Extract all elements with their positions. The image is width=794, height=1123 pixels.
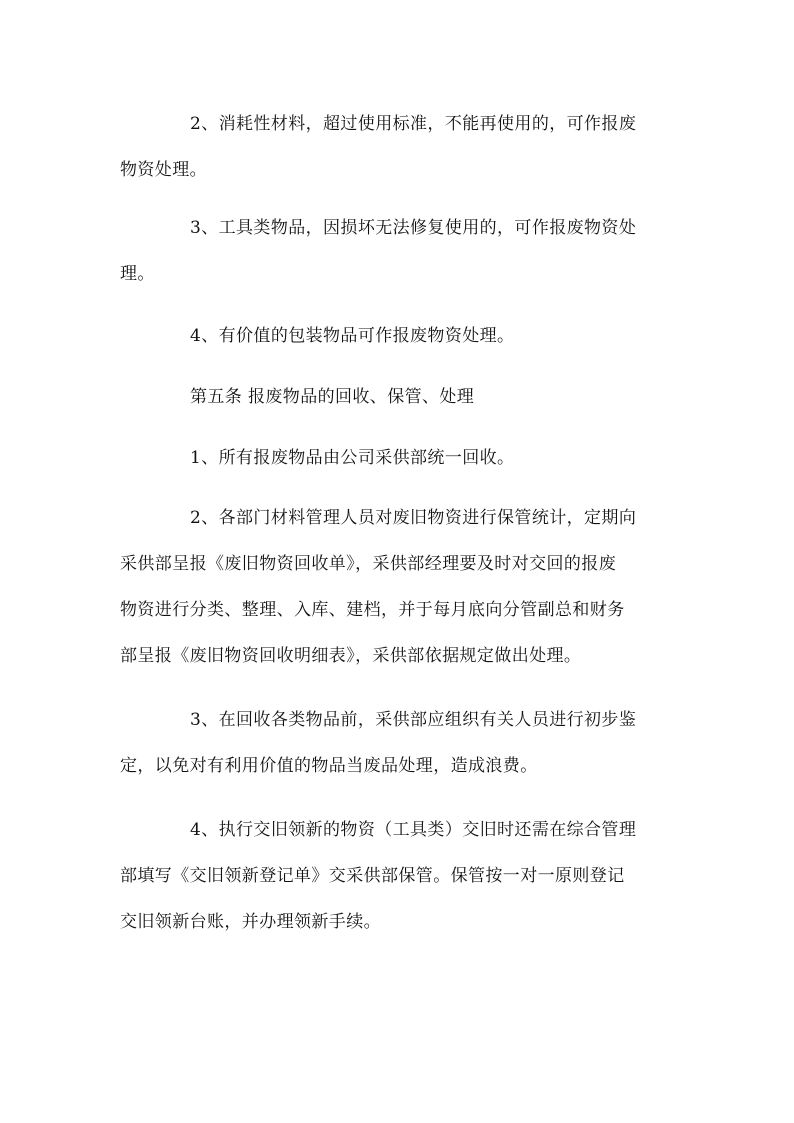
paragraph-line: 部呈报《废旧物资回收明细表》，采供部依据规定做出处理。: [120, 646, 582, 666]
paragraph-line: 部填写《交旧领新登记单》交采供部保管。保管按一对一原则登记: [120, 866, 625, 886]
paragraph-line: 2、消耗性材料，超过使用标准，不能再使用的，可作报废: [190, 114, 637, 134]
paragraph-line: 3、工具类物品，因损坏无法修复使用的，可作报废物资处: [190, 218, 637, 238]
paragraph-line: 交旧领新台账，并办理领新手续。: [120, 912, 381, 932]
paragraph-line: 2、各部门材料管理人员对废旧物资进行保管统计，定期向: [190, 508, 637, 528]
section-heading: 第五条 报废物品的回收、保管、处理: [190, 387, 475, 407]
paragraph-line: 理。: [120, 264, 155, 284]
paragraph-line: 4、有价值的包装物品可作报废物资处理。: [190, 326, 515, 346]
paragraph-line: 物资进行分类、整理、入库、建档，并于每月底向分管副总和财务: [120, 600, 625, 620]
paragraph-line: 4、执行交旧领新的物资（工具类）交旧时还需在综合管理: [190, 820, 637, 840]
paragraph-line: 1、所有报废物品由公司采供部统一回收。: [190, 448, 515, 468]
paragraph-line: 3、在回收各类物品前，采供部应组织有关人员进行初步鉴: [190, 710, 637, 730]
paragraph-line: 定，以免对有利用价值的物品当废品处理，造成浪费。: [120, 756, 538, 776]
paragraph-line: 物资处理。: [120, 160, 207, 180]
paragraph-line: 采供部呈报《废旧物资回收单》，采供部经理要及时对交回的报废: [120, 554, 617, 574]
